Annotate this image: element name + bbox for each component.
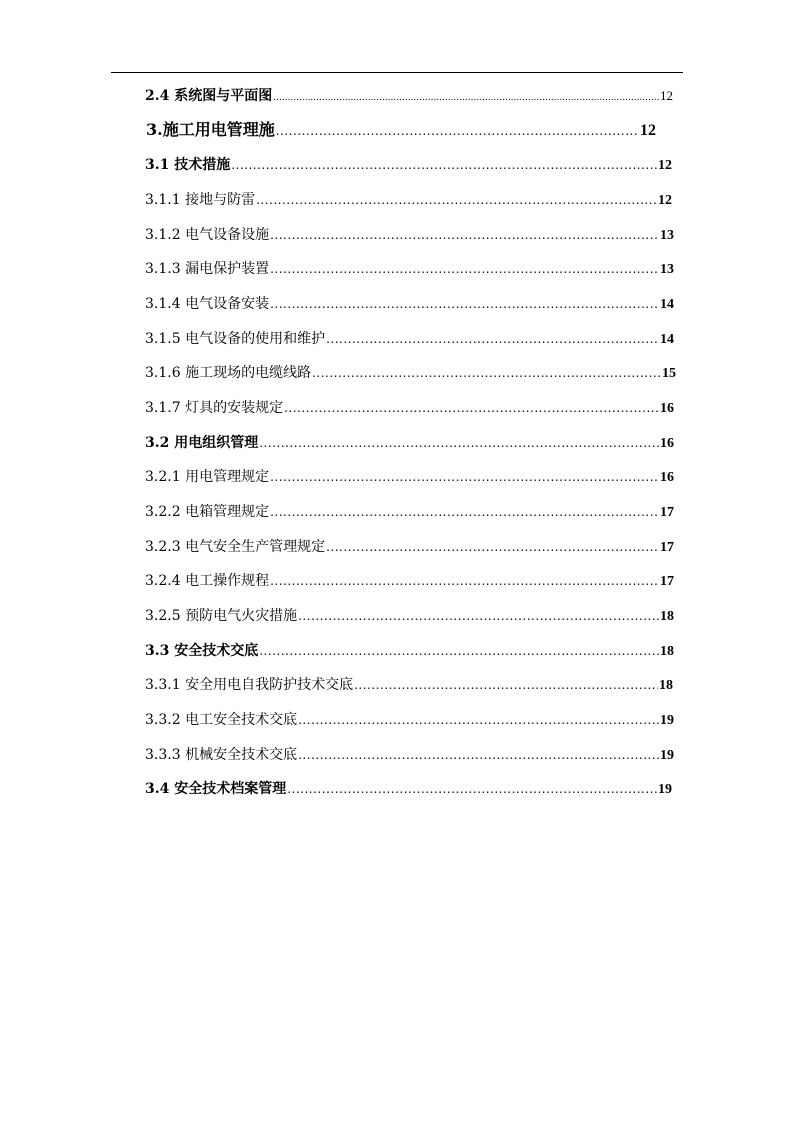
toc-leader-dots bbox=[326, 329, 659, 349]
toc-entry[interactable] bbox=[145, 537, 674, 558]
toc-entry[interactable] bbox=[145, 225, 674, 246]
toc-entry-page: 14 bbox=[660, 332, 674, 347]
toc-leader-dots bbox=[354, 675, 658, 695]
toc-leader-dots bbox=[270, 225, 659, 245]
toc-entry[interactable] bbox=[145, 745, 674, 766]
toc-entry-page: 12 bbox=[658, 158, 672, 173]
toc-leader-dots bbox=[273, 88, 659, 108]
toc-leader-dots bbox=[270, 467, 659, 487]
toc-entry-label: 3.1.5 电气设备的使用和维护 bbox=[145, 331, 326, 347]
toc-entry[interactable] bbox=[145, 190, 672, 211]
toc-entry[interactable] bbox=[145, 86, 673, 108]
toc-leader-dots bbox=[259, 641, 659, 661]
toc-entry-page: 17 bbox=[660, 574, 674, 589]
toc-leader-dots bbox=[256, 190, 657, 210]
toc-entry-label: 3.2.4 电工操作规程 bbox=[145, 573, 270, 589]
toc-entry-label: 3.2 用电组织管理 bbox=[145, 435, 259, 451]
toc-leader-dots bbox=[298, 710, 659, 730]
toc-entry-page: 14 bbox=[660, 297, 674, 312]
toc-leader-dots bbox=[298, 606, 659, 626]
toc-entry-page: 12 bbox=[640, 122, 656, 139]
toc-entry[interactable] bbox=[145, 467, 674, 488]
toc-entry-page: 19 bbox=[660, 748, 674, 763]
toc-entry[interactable] bbox=[145, 606, 674, 627]
toc-leader-dots bbox=[270, 294, 659, 314]
toc-entry-page: 12 bbox=[660, 88, 673, 103]
toc-entry-page: 19 bbox=[660, 713, 674, 728]
toc-entry-page: 18 bbox=[660, 609, 674, 624]
toc-entry[interactable] bbox=[145, 675, 673, 696]
toc-entry-label: 2.4 系统图与平面图 bbox=[145, 88, 273, 104]
toc-entry[interactable] bbox=[145, 363, 676, 384]
toc-leader-dots bbox=[270, 571, 659, 591]
toc-leader-dots bbox=[259, 433, 659, 453]
toc-entry-label: 3.2.2 电箱管理规定 bbox=[145, 504, 270, 520]
toc-entry-page: 13 bbox=[660, 262, 674, 277]
toc-entry-label: 3.1.7 灯具的安装规定 bbox=[145, 400, 284, 416]
toc-entry[interactable] bbox=[145, 294, 674, 315]
toc-entry-label: 3.2.3 电气安全生产管理规定 bbox=[145, 539, 326, 555]
toc-entry-label: 3.1.4 电气设备安装 bbox=[145, 296, 270, 312]
toc-entry[interactable] bbox=[145, 502, 674, 523]
toc-leader-dots bbox=[312, 363, 661, 383]
toc-entry-page: 17 bbox=[660, 505, 674, 520]
toc-leader-dots bbox=[287, 779, 657, 799]
toc-entry-page: 16 bbox=[660, 436, 674, 451]
toc-entry[interactable] bbox=[145, 259, 674, 280]
toc-entry-label: 3.2.1 用电管理规定 bbox=[145, 469, 270, 485]
toc-entry-page: 17 bbox=[660, 540, 674, 555]
toc-entry-page: 18 bbox=[660, 644, 674, 659]
toc-entry-label: 3.1 技术措施 bbox=[145, 157, 231, 173]
toc-entry-label: 3.2.5 预防电气火灾措施 bbox=[145, 608, 298, 624]
toc-entry-label: 3.3.1 安全用电自我防护技术交底 bbox=[145, 677, 354, 693]
toc-entry-label: 3.4 安全技术档案管理 bbox=[145, 781, 287, 797]
toc-entry-page: 16 bbox=[660, 401, 674, 416]
toc-entry-page: 18 bbox=[659, 678, 673, 693]
toc-entry[interactable] bbox=[145, 155, 672, 176]
toc-leader-dots bbox=[270, 502, 659, 522]
toc-leader-dots bbox=[231, 155, 657, 175]
toc-entry-page: 13 bbox=[660, 228, 674, 243]
toc-leader-dots bbox=[326, 537, 659, 557]
toc-entry-label: 3.3.2 电工安全技术交底 bbox=[145, 712, 298, 728]
toc-leader-dots bbox=[270, 259, 659, 279]
toc-entry[interactable] bbox=[145, 433, 674, 454]
toc-entry-page: 16 bbox=[660, 470, 674, 485]
toc-leader-dots bbox=[276, 121, 639, 141]
toc-leader-dots bbox=[284, 398, 659, 418]
toc-entry[interactable] bbox=[145, 571, 674, 592]
toc-entry-label: 3.3 安全技术交底 bbox=[145, 643, 259, 659]
toc-leader-dots bbox=[298, 745, 659, 765]
toc-entry[interactable] bbox=[146, 120, 656, 141]
toc-entry[interactable] bbox=[145, 710, 674, 731]
toc-entry[interactable] bbox=[145, 398, 674, 419]
toc-entry[interactable] bbox=[145, 329, 674, 350]
toc-entry-label: 3.1.2 电气设备设施 bbox=[145, 227, 270, 243]
toc-entry-page: 19 bbox=[658, 782, 672, 797]
toc-entry-label: 3.1.1 接地与防雷 bbox=[145, 192, 256, 208]
toc-entry-page: 12 bbox=[658, 193, 672, 208]
toc-entry[interactable] bbox=[145, 779, 672, 800]
toc-entry[interactable] bbox=[145, 641, 674, 662]
toc-entry-label: 3.3.3 机械安全技术交底 bbox=[145, 747, 298, 763]
toc-entry-label: 3.1.6 施工现场的电缆线路 bbox=[145, 365, 312, 381]
toc-entry-page: 15 bbox=[662, 366, 676, 381]
toc-entry-label: 3.施工用电管理施 bbox=[146, 120, 275, 139]
toc-entry-label: 3.1.3 漏电保护装置 bbox=[145, 261, 270, 277]
